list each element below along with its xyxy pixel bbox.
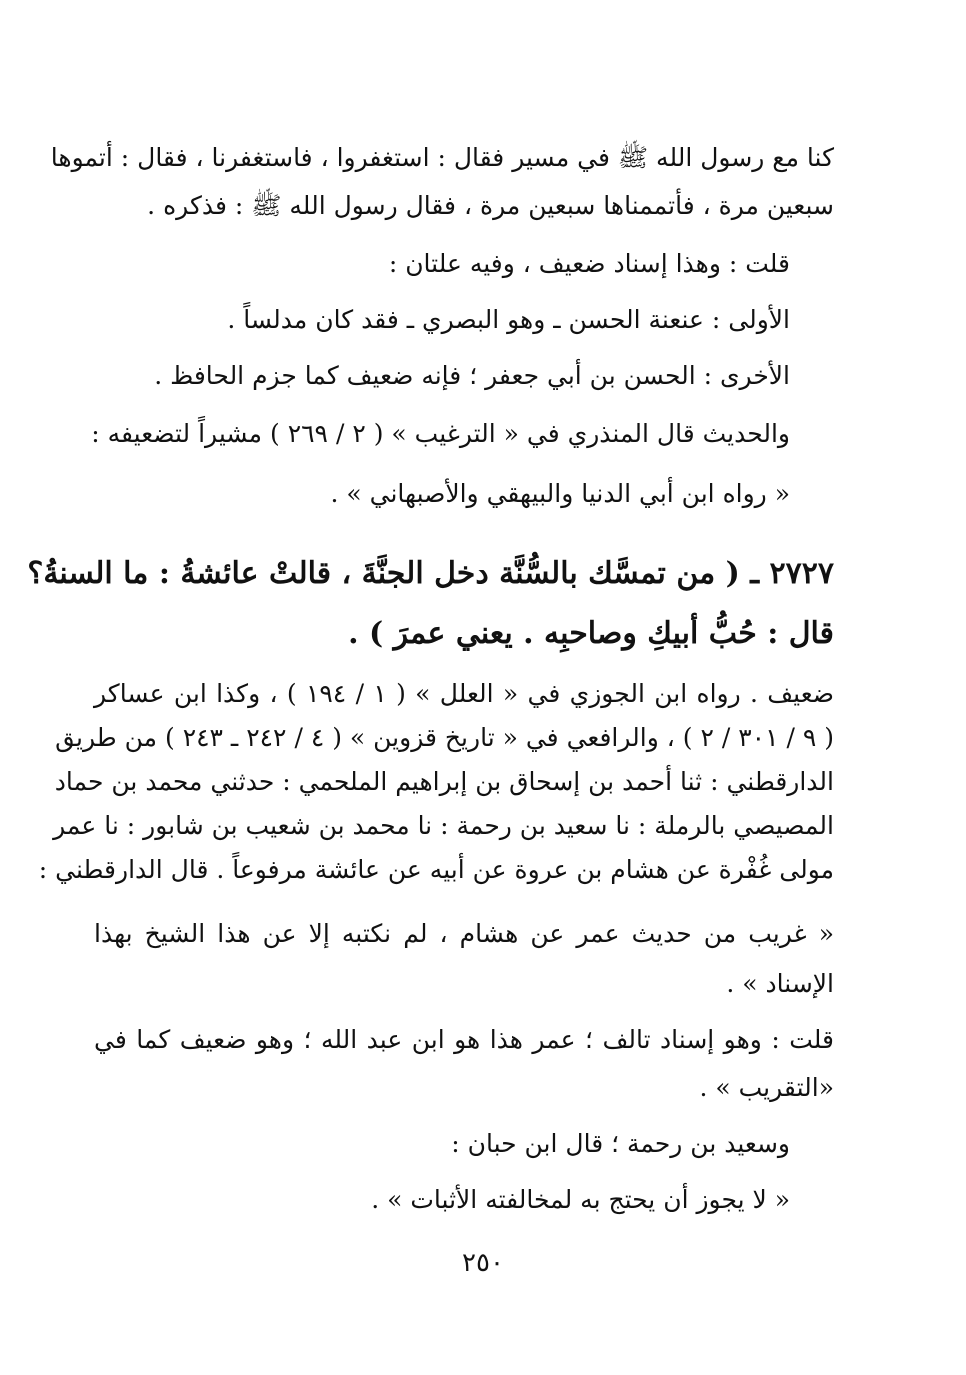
text-line: كنا مع رسول الله ﷺ في مسير فقال : استغفروا ، فاستغفرنا ، فقال : أتموها — [50, 143, 834, 172]
text-line: الأولى : عنعنة الحسن ـ وهو البصري ـ فقد كان مدلساً . — [227, 305, 790, 334]
text-line: مولى غُفْرة عن هشام بن عروة عن أبيه عن عائشة مرفوعاً . قال الدارقطني : — [38, 855, 834, 884]
text-line: الدارقطني : ثنا أحمد بن إسحاق بن إبراهيم الملحمي : حدثني محمد بن حماد — [54, 767, 834, 796]
text-line: «التقريب » . — [699, 1073, 834, 1102]
text-line: وسعيد بن رحمة ؛ قال ابن حبان : — [451, 1129, 790, 1158]
text-line: والحديث قال المنذري في « الترغيب » ( ٢ / ٢٦٩ ) مشيراً لتضعيفه : — [91, 419, 790, 448]
text-line: الأخرى : الحسن بن أبي جعفر ؛ فإنه ضعيف كما جزم الحافظ . — [154, 361, 790, 390]
page-number: ٢٥٠ — [462, 1248, 504, 1278]
text-line: « رواه ابن أبي الدنيا والبيهقي والأصبهاني » . — [330, 479, 790, 508]
text-line: « لا يجوز أن يحتج به لمخالفته الأثبات » . — [371, 1185, 790, 1214]
text-line: الإسناد » . — [726, 969, 834, 998]
text-line: « غريب من حديث عمر عن هشام ، لم نكتبه إلا عن هذا الشيخ بهذا — [94, 919, 834, 948]
text-line: قلت : وهو إسناد تالف ؛ عمر هذا هو ابن عبد الله ؛ وهو ضعيف كما في — [94, 1025, 834, 1054]
text-line: ( ٩ / ٣٠١ / ٢ ) ، والرافعي في « تاريخ قزوين » ( ٤ / ٢٤٢ ـ ٢٤٣ ) من طريق — [55, 723, 834, 752]
hadith-heading: قال : حُبُّ أبيكِ وصاحبِه . يعني عمرَ ) . — [348, 616, 834, 651]
text-line: ضعيف . رواه ابن الجوزي في « العلل » ( ١ / ١٩٤ ) ، وكذا ابن عساكر — [94, 679, 834, 708]
text-line: قلت : وهذا إسناد ضعيف ، وفيه علتان : — [388, 249, 790, 278]
text-line: المصيصي بالرملة : نا سعيد بن رحمة : نا محمد بن شعيب بن شابور : نا عمر — [53, 811, 834, 840]
text-line: سبعين مرة ، فأتممناها سبعين مرة ، فقال رسول الله ﷺ : فذكره . — [147, 191, 834, 220]
hadith-heading: ٢٧٢٧ ـ ( من تمسَّك بالسُّنَّة دخل الجنَّةَ ، قالتْ عائشةُ : ما السنةُ؟ — [27, 556, 834, 591]
